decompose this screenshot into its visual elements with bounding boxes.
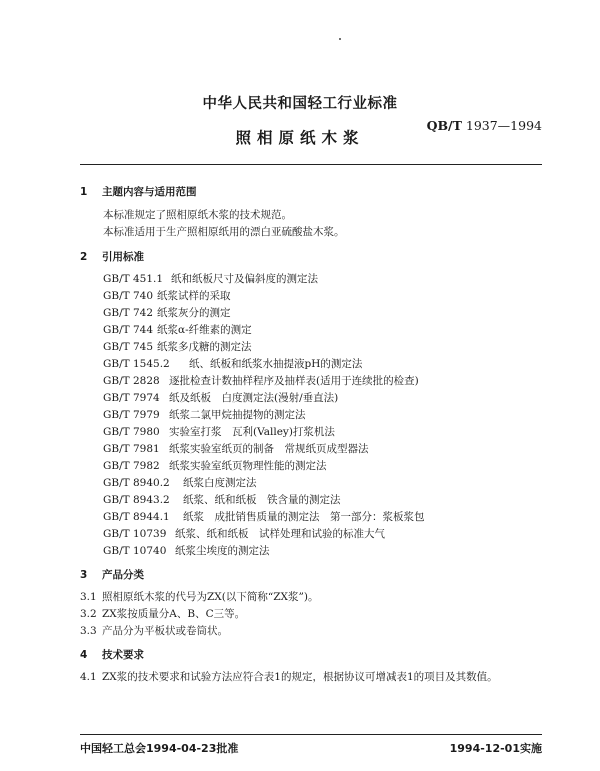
section-1-paragraph: 本标准适用于生产照相原纸用的漂白亚硫酸盐木浆。	[103, 226, 345, 238]
reference-title: 纸及纸板 白度测定法(漫射/垂直法)	[169, 392, 339, 404]
section-title: 产品分类	[102, 569, 144, 581]
reference-title: 纸浆试样的采取	[157, 290, 231, 302]
clause-text: ZX浆的技术要求和试验方法应符合表1的规定，根据协议可增减表1的项目及其数值。	[102, 671, 498, 683]
section-1-heading	[80, 184, 197, 199]
reference-item	[103, 543, 270, 558]
section-title: 主题内容与适用范围	[102, 186, 197, 198]
section-title: 引用标准	[102, 251, 144, 263]
reference-title: 纸浆、纸和纸板 铁含量的测定法	[183, 494, 341, 506]
reference-title: 纸浆灰分的测定	[157, 307, 231, 319]
footer-rule	[80, 734, 542, 735]
reference-code: GB/T 7980	[103, 426, 160, 438]
reference-item	[103, 271, 318, 286]
implementation-date: 1994-12-01实施	[449, 742, 542, 755]
clause-item	[80, 669, 498, 684]
standard-category-header: 中华人民共和国轻工行业标准	[202, 96, 398, 112]
scan-speck	[339, 38, 341, 40]
section-1-paragraph: 本标准规定了照相原纸木浆的技术规范。	[103, 209, 292, 221]
reference-code: GB/T 740	[103, 290, 154, 302]
standard-number-value: 1937—1994	[465, 118, 542, 133]
reference-item	[103, 509, 425, 524]
approval-note: 中国轻工总会1994-04-23批准	[80, 742, 239, 755]
reference-item	[103, 373, 419, 388]
reference-code: GB/T 2828	[103, 375, 160, 387]
reference-title: 逐批检查计数抽样程序及抽样表(适用于连续批的检查)	[169, 375, 419, 387]
reference-item	[103, 407, 306, 422]
reference-item	[103, 305, 231, 320]
clause-item	[80, 606, 245, 621]
reference-item	[103, 356, 362, 371]
reference-code: GB/T 744	[103, 324, 154, 336]
reference-title: 纸浆、纸和纸板 试样处理和试验的标准大气	[175, 528, 385, 540]
clause-text: ZX浆按质量分A、B、C三等。	[102, 608, 246, 620]
section-number: 1	[80, 186, 88, 198]
reference-item	[103, 339, 252, 354]
reference-code: GB/T 8943.2	[103, 494, 170, 506]
reference-item	[103, 492, 341, 507]
reference-code: GB/T 7979	[103, 409, 160, 421]
reference-code: GB/T 451.1	[103, 273, 164, 285]
reference-title: 纸浆实验室纸页的制备 常规纸页成型器法	[169, 443, 369, 455]
reference-title: 纸浆α-纤维素的测定	[157, 324, 252, 336]
reference-title: 纸、纸板和纸浆水抽提液pH的测定法	[189, 358, 363, 370]
reference-item	[103, 526, 385, 541]
reference-code: GB/T 1545.2	[103, 358, 170, 370]
reference-title: 纸浆多戊糖的测定法	[157, 341, 252, 353]
reference-item	[103, 441, 369, 456]
section-4-heading	[80, 647, 144, 662]
clause-text: 产品分为平板状或卷筒状。	[102, 625, 228, 637]
clause-number: 3.3	[80, 625, 97, 637]
reference-code: GB/T 8944.1	[103, 511, 170, 523]
standard-number-prefix: QB/T	[426, 118, 462, 133]
section-number: 4	[80, 649, 88, 661]
reference-title: 纸浆实验室纸页物理性能的测定法	[169, 460, 327, 472]
reference-code: GB/T 745	[103, 341, 154, 353]
clause-text: 照相原纸木浆的代号为ZX(以下简称“ZX浆”)。	[102, 591, 319, 603]
document-title: 照相原纸木浆	[235, 129, 365, 147]
reference-code: GB/T 10740	[103, 545, 167, 557]
reference-item	[103, 322, 252, 337]
header-rule	[80, 164, 542, 165]
reference-code: GB/T 7981	[103, 443, 160, 455]
clause-item	[80, 623, 228, 638]
section-3-heading	[80, 567, 144, 582]
section-number: 2	[80, 251, 88, 263]
reference-code: GB/T 7982	[103, 460, 160, 472]
clause-number: 3.1	[80, 591, 97, 603]
reference-item	[103, 288, 231, 303]
reference-title: 纸浆尘埃度的测定法	[175, 545, 270, 557]
reference-title: 实验室打浆 瓦利(Valley)打浆机法	[169, 426, 335, 438]
reference-code: GB/T 8940.2	[103, 477, 170, 489]
clause-number: 3.2	[80, 608, 97, 620]
reference-item	[103, 424, 335, 439]
reference-title: 纸浆白度测定法	[183, 477, 257, 489]
reference-code: GB/T 742	[103, 307, 154, 319]
clause-item	[80, 589, 318, 604]
reference-title: 纸浆二氯甲烷抽提物的测定法	[169, 409, 306, 421]
section-title: 技术要求	[102, 649, 144, 661]
reference-item	[103, 390, 338, 405]
reference-item	[103, 475, 257, 490]
reference-title: 纸和纸板尺寸及偏斜度的测定法	[171, 273, 318, 285]
reference-title: 纸浆 成批销售质量的测定法 第一部分：浆板浆包	[183, 511, 425, 523]
reference-code: GB/T 10739	[103, 528, 167, 540]
reference-code: GB/T 7974	[103, 392, 160, 404]
section-2-heading	[80, 249, 144, 264]
reference-item	[103, 458, 327, 473]
clause-number: 4.1	[80, 671, 97, 683]
section-number: 3	[80, 569, 88, 581]
